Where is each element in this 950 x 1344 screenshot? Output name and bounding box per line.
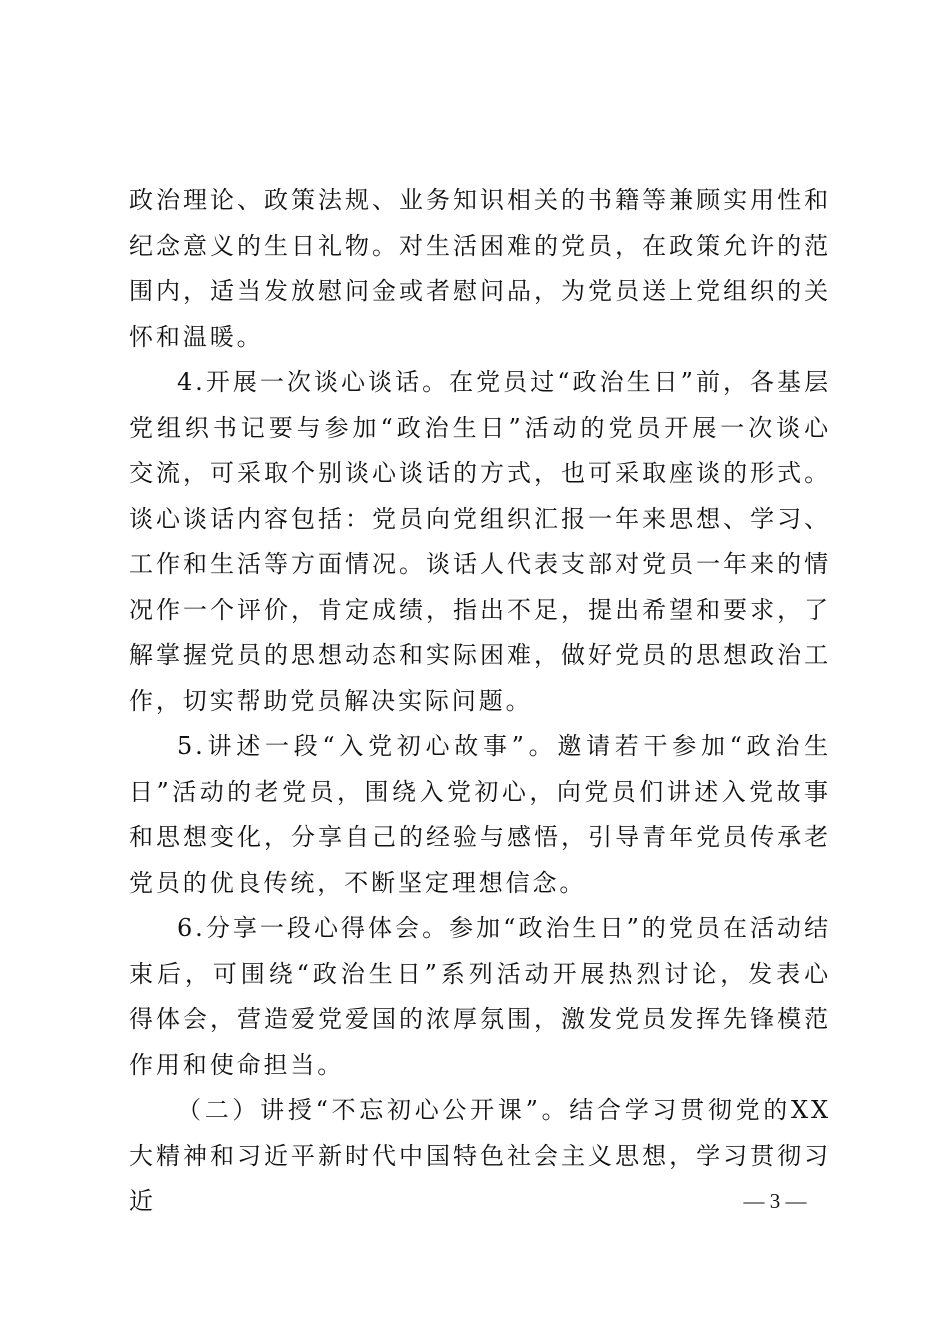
paragraph-original-aspiration-story: 5.讲述一段“入党初心故事”。邀请若干参加“政治生日”活动的老党员，围绕入党初心，向党员们讲述入党故事和思想变化，分享自己的经验与感悟，引导青年党员传承老党员的优良传统，不断坚定理想信念。	[129, 732, 831, 897]
page-number: — 3 —	[743, 1189, 807, 1213]
paragraph-share-experience: 6.分享一段心得体会。参加“政治生日”的党员在活动结束后，可围绕“政治生日”系列活动开展热烈讨论，发表心得体会，营造爱党爱国的浓厚氛围，激发党员发挥先锋模范作用和使命担当。	[129, 914, 831, 1079]
document-body	[129, 178, 831, 1225]
paragraph-heart-to-heart-talk: 4.开展一次谈心谈话。在党员过“政治生日”前，各基层党组织书记要与参加“政治生日”活动的党员开展一次谈心交流，可采取个别谈心谈话的方式，也可采取座谈的形式。谈心谈话内容包括：党员向党组织汇报一年来思想、学习、工作和生活等方面情况。谈话人代表支部对党员一年来的情况作一个评价，肯定成绩，指出不足，提出希望和要求，了解掌握党员的思想动态和实际困难，做好党员的思想政治工作，切实帮助党员解决实际问题。	[129, 368, 831, 715]
paragraph-open-class: （二）讲授“不忘初心公开课”。结合学习贯彻党的XX大精神和习近平新时代中国特色社会主义思想，学习贯彻习近	[129, 1096, 831, 1215]
paragraph-gift-continuation: 政治理论、政策法规、业务知识相关的书籍等兼顾实用性和纪念意义的生日礼物。对生活困难的党员，在政策允许的范围内，适当发放慰问金或者慰问品，为党员送上党组织的关怀和温暖。	[129, 186, 831, 351]
